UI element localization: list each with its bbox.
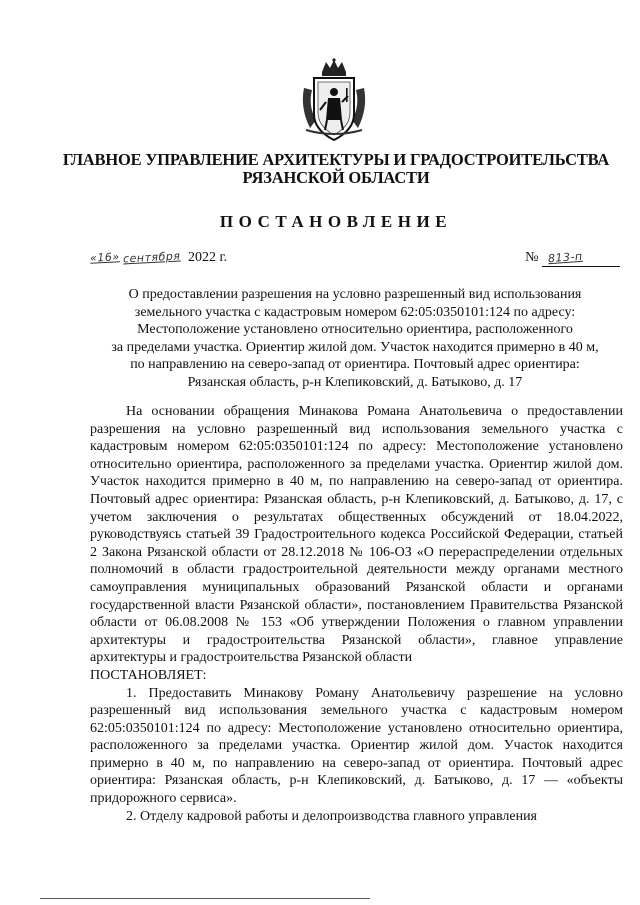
date-number-row — [90, 250, 620, 274]
subject-line: за пределами участка. Ориентир жилой дом. Участок находится примерно в 40 м, — [111, 339, 599, 355]
org-title-line2: РЯЗАНСКОЙ ОБЛАСТИ — [242, 168, 430, 187]
date-day: «16» — [89, 250, 120, 265]
subject-line: Местоположение установлено относительно ориентира, расположенного — [137, 322, 573, 337]
document-date — [90, 250, 227, 266]
subject-line: Рязанская область, р-н Клепиковский, д. Батыково, д. 17 — [187, 374, 523, 390]
item-1-paragraph: 1. Предоставить Минакову Роману Анатольевичу разрешение на условно разрешенный вид использования земельного участка с кадастровым номером 62:05:0350101:124 по адресу: Местоположение установлено относительно ориентира, расположенного за пределами участка. Ориентир жилой дом. Участок находится примерно в 40 м, по направлению на северо-запад от ориентира. Почтовый адрес ориентира: Рязанская область, р-н Клепиковский, д. Батыково, д. 17 — «объекты придорожного сервиса». — [90, 685, 623, 807]
resolves-heading: ПОСТАНОВЛЯЕТ: — [90, 667, 207, 683]
date-year: 2022 г. — [188, 250, 228, 265]
number-value: 813-п — [547, 249, 584, 266]
document-subject — [90, 286, 620, 391]
footer-rule — [40, 898, 370, 899]
date-month: сентября — [122, 249, 181, 266]
number-field — [542, 250, 620, 267]
preamble-paragraph: На основании обращения Минакова Романа Анатольевича о предоставлении разрешения на условно разрешенный вид использования земельного участка с кадастровым номером 62:05:0350101:124 по адресу: Местоположение установлено относительно ориентира, расположенного за пределами участка. Ориентир жилой дом. Участок находится примерно в 40 м, по направлению на северо-запад от ориентира. Почтовый адрес ориентира: Рязанская область, р-н Клепиковский, д. Батыково, д. 17, с учетом заключения о результатах общественных обсуждений от 18.04.2022, руководствуясь статьей 39 Градостроительного кодекса Российской Федерации, статьей 2 Закона Рязанской области от 28.12.2018 № 106-ОЗ «О перераспределении отдельных полномочий в области градостроительной деятельности между органами местного самоуправления муниципальных образований Рязанской области и органами государственной власти Рязанской области», постановлением Правительства Рязанской области от 06.08.2008 № 153 «Об утверждении Положения о главном управлении архитектуры и градостроительства Рязанской области», главное управление архитектуры и градостроительства Рязанской области — [90, 404, 623, 666]
subject-line: по направлению на северо-запад от ориентира. Почтовый адрес ориентира: — [130, 357, 580, 372]
ryazan-coat-of-arms-icon — [296, 58, 372, 144]
document-number — [525, 250, 620, 267]
subject-line: О предоставлении разрешения на условно разрешенный вид использования — [128, 287, 582, 302]
org-title-line1: ГЛАВНОЕ УПРАВЛЕНИЕ АРХИТЕКТУРЫ И ГРАДОСТРОИТЕЛЬСТВА — [62, 150, 610, 169]
document-type: ПОСТАНОВЛЕНИЕ — [219, 212, 453, 231]
subject-line: земельного участка с кадастровым номером 62:05:0350101:124 по адресу: — [134, 304, 576, 320]
document-body — [90, 403, 623, 825]
number-label: № — [525, 250, 539, 265]
item-2-paragraph: 2. Отделу кадровой работы и делопроизводства главного управления — [126, 808, 537, 824]
